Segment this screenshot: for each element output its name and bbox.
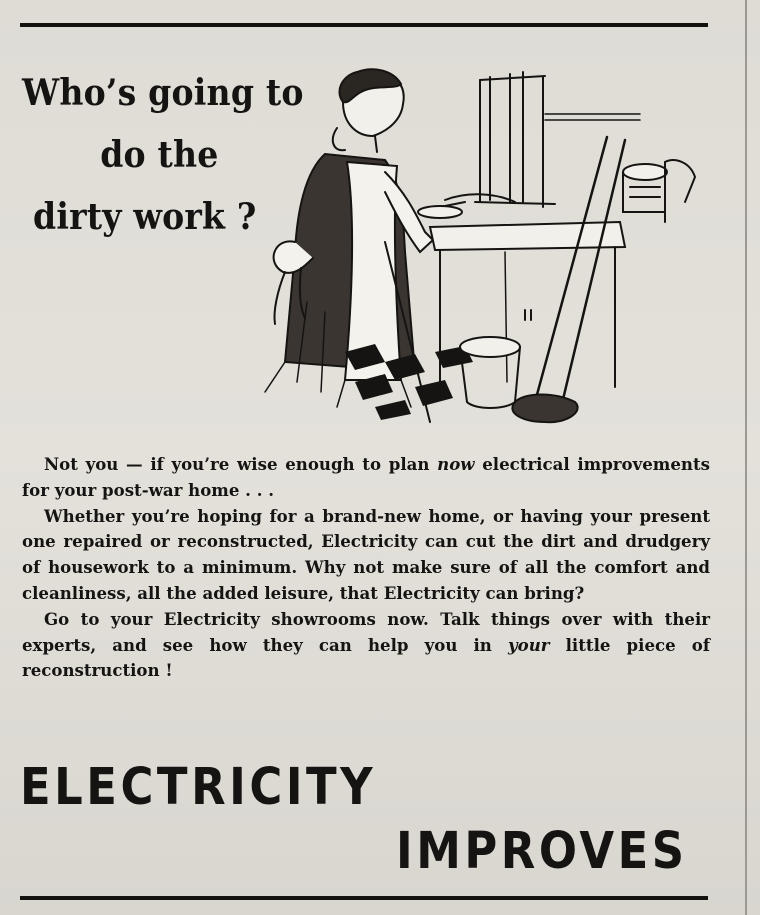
emphasis-now: now — [437, 454, 475, 474]
paragraph-3-start: Go to your Electricity showrooms now. Talk things over with their experts, and see how they can help you in — [22, 608, 710, 655]
bucket-icon — [460, 337, 520, 408]
headline-line-1: Who’s going to — [22, 72, 304, 114]
headline-line-2: do the — [100, 134, 219, 176]
wordmark-improves: IMPROVES — [396, 822, 688, 881]
emphasis-your: your — [507, 634, 550, 655]
housewife-at-sink-illustration — [225, 62, 715, 437]
bottom-rule — [20, 896, 708, 900]
window-icon — [475, 72, 640, 207]
page-edge-divider — [745, 0, 747, 915]
paragraph-3 — [22, 607, 710, 684]
top-rule — [20, 23, 708, 27]
paragraph-1 — [22, 452, 710, 504]
paragraph-1-end: electrical improvements for your post-war home . . . — [22, 454, 710, 500]
paragraph-3-end: little piece of reconstruction ! — [22, 634, 710, 681]
paragraph-2: Whether you’re hoping for a brand-new home, or having your present one repaired or reconstructed, Electricity can cut the dirt and drudgery of housework to a minimum. Why not make sure of all the comfort and cleanliness, all the added leisure, that Electricity can bring? — [22, 505, 710, 603]
wordmark-electricity: ELECTRICITY — [20, 758, 377, 817]
headline-line-3: dirty work ? — [33, 196, 257, 238]
body-copy — [22, 452, 710, 684]
paragraph-1-start: Not you — if you’re wise enough to plan — [44, 454, 438, 474]
